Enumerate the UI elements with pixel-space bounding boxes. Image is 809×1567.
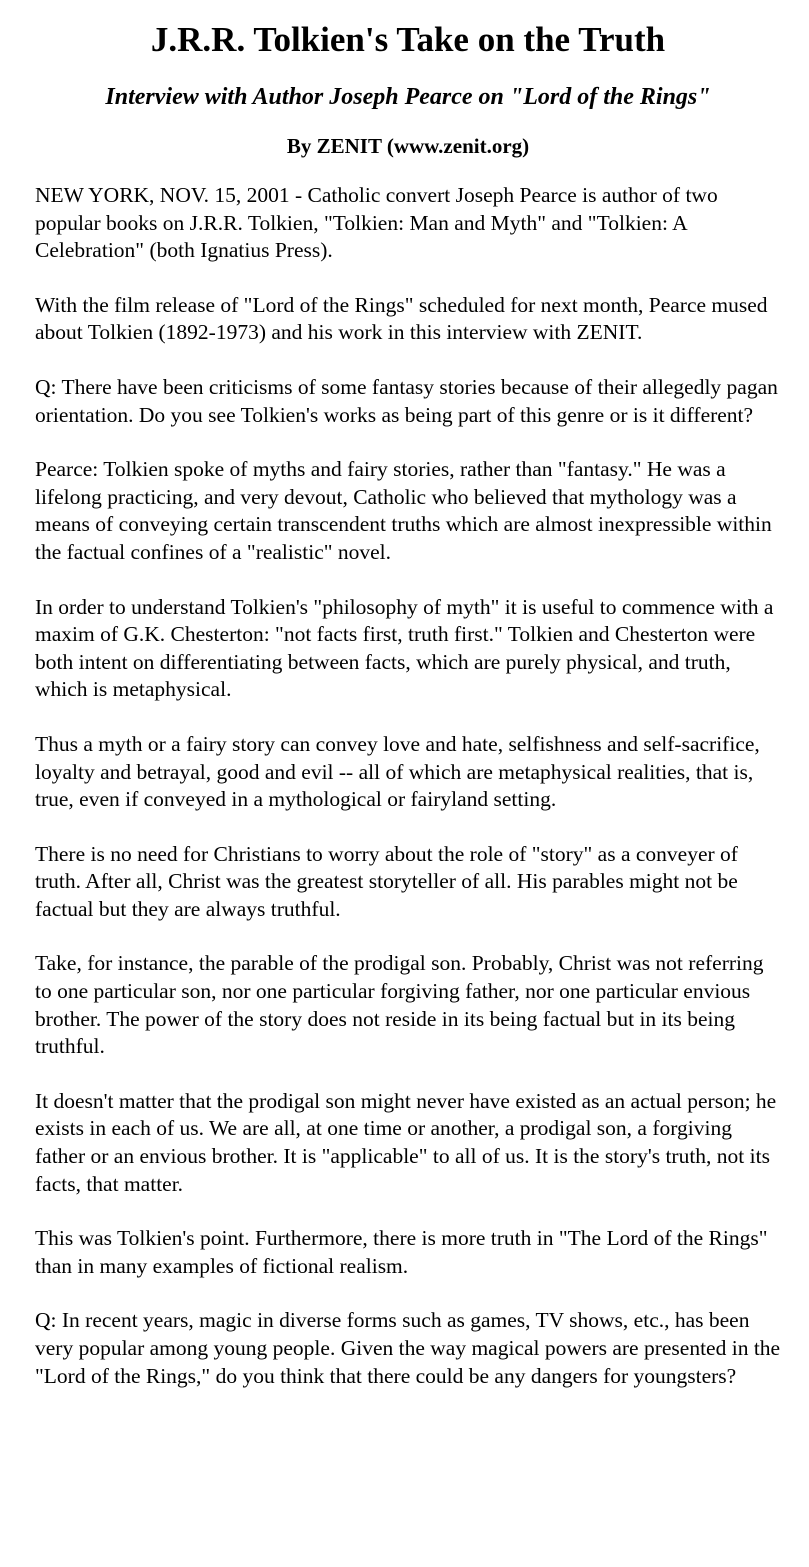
article-body	[35, 182, 781, 1390]
paragraph-9: It doesn't matter that the prodigal son might never have existed as an actual person; he exists in each of us. We are all, at one time or another, a prodigal son, a forgiving father or an envious brother. It is "applicable" to all of us. It is the story's truth, not its facts, that matter.	[35, 1088, 777, 1196]
paragraph-2: With the film release of "Lord of the Rings" scheduled for next month, Pearce mused about Tolkien (1892-1973) and his work in this interview with ZENIT.	[35, 292, 768, 345]
paragraph-11: Q: In recent years, magic in diverse forms such as games, TV shows, etc., has been very popular among young people. Given the way magical powers are presented in the "Lord of the Rings," do you think that there could be any dangers for youngsters?	[35, 1308, 781, 1388]
article-title: J.R.R. Tolkien's Take on the Truth	[150, 20, 666, 59]
paragraph-4: Pearce: Tolkien spoke of myths and fairy stories, rather than "fantasy." He was a lifelong practicing, and very devout, Catholic who believed that mythology was a means of conveying certain transcendent truths which are almost inexpressible within the factual confines of a "realistic" novel.	[35, 457, 772, 564]
paragraph-1: NEW YORK, NOV. 15, 2001 - Catholic convert Joseph Pearce is author of two popular books on J.R.R. Tolkien, "Tolkien: Man and Myth" and "Tolkien: A Celebration" (both Ignatius Press).	[35, 183, 718, 263]
paragraph-7: There is no need for Christians to worry about the role of "story" as a conveyer of truth. After all, Christ was the greatest storyteller of all. His parables might not be factual but they are always truthful.	[35, 841, 738, 921]
paragraph-6: Thus a myth or a fairy story can convey love and hate, selfishness and self-sacrifice, loyalty and betrayal, good and evil -- all of which are metaphysical realities, that is, true, even if conveyed in a mythological or fairyland setting.	[35, 731, 760, 812]
paragraph-10: This was Tolkien's point. Furthermore, there is more truth in "The Lord of the Rings" than in many examples of fictional realism.	[35, 1226, 768, 1278]
paragraph-8: Take, for instance, the parable of the prodigal son. Probably, Christ was not referring to one particular son, nor one particular forgiving father, nor one particular envious brother. The power of the story does not reside in its being factual but in its being truthful.	[35, 951, 764, 1059]
paragraph-5: In order to understand Tolkien's "philosophy of myth" it is useful to commence with a maxim of G.K. Chesterton: "not facts first, truth first." Tolkien and Chesterton were both intent on differentiating between facts, which are purely physical, and truth, which is metaphysical.	[35, 594, 774, 702]
paragraph-3: Q: There have been criticisms of some fantasy stories because of their allegedly pagan orientation. Do you see Tolkien's works as being part of this genre or is it different?	[35, 374, 778, 427]
byline: By ZENIT (www.zenit.org)	[286, 134, 530, 158]
article-subtitle: Interview with Author Joseph Pearce on "Lord of the Rings"	[105, 84, 711, 110]
